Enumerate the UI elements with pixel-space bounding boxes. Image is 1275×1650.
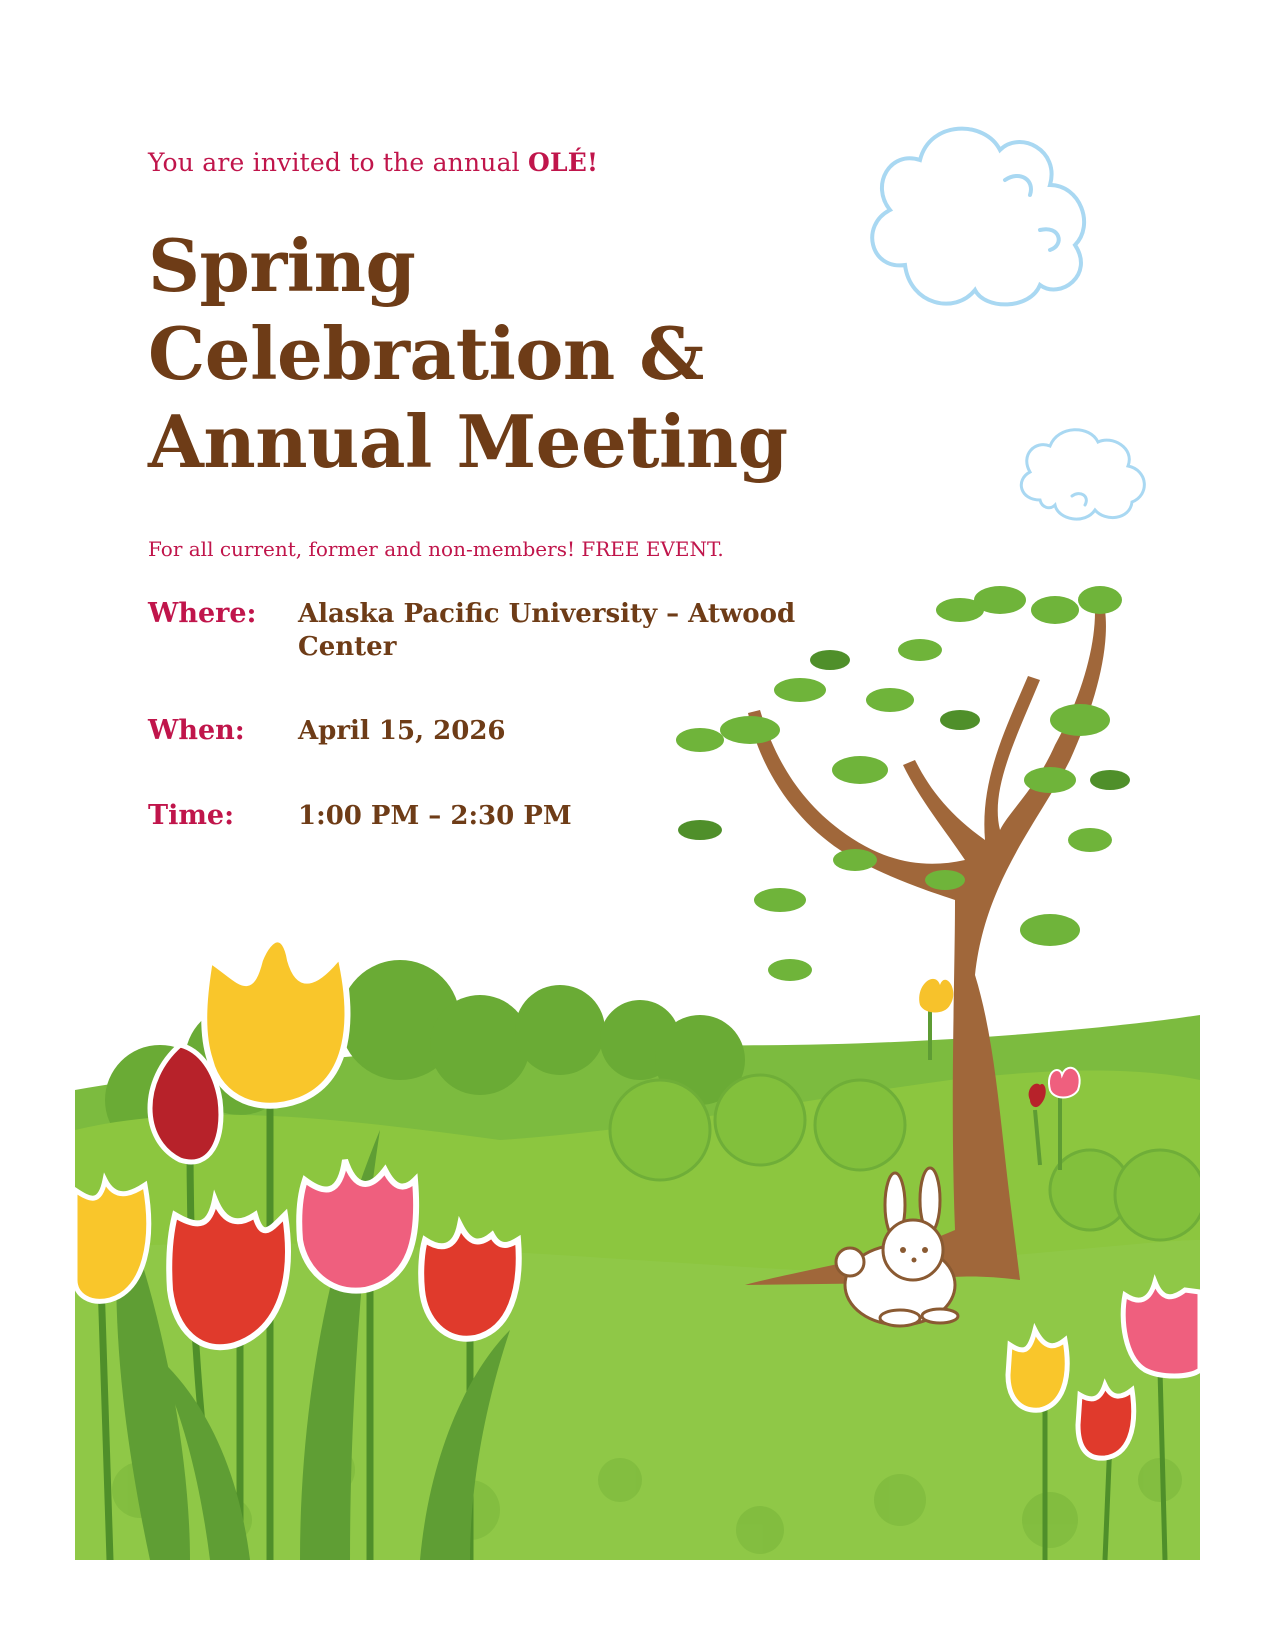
cloud-large-icon bbox=[872, 129, 1084, 305]
invitation-line bbox=[148, 148, 598, 177]
invitation-prefix: You are invited to the annual bbox=[148, 148, 520, 177]
title-line-1: Spring bbox=[148, 223, 416, 308]
red-tulip-right bbox=[1078, 1385, 1134, 1458]
margin-left bbox=[0, 900, 75, 1650]
time-label: Time: bbox=[148, 800, 235, 831]
time-value: 1:00 PM – 2:30 PM bbox=[298, 801, 572, 831]
where-value: Alaska Pacific University – Atwood Center bbox=[298, 599, 796, 662]
audience-subtitle: For all current, former and non-members! FREE EVENT. bbox=[148, 537, 724, 561]
title-line-3: Annual Meeting bbox=[148, 399, 788, 484]
margin-bottom bbox=[0, 1560, 1275, 1650]
when-value: April 15, 2026 bbox=[298, 716, 506, 746]
title-line-2: Celebration & bbox=[148, 311, 704, 396]
where-label: Where: bbox=[148, 598, 257, 629]
page-title bbox=[148, 222, 788, 486]
yellow-tulip-large bbox=[204, 939, 347, 1105]
when-label: When: bbox=[148, 715, 245, 746]
cloud-small-icon bbox=[1021, 430, 1144, 519]
organization-name: OLÉ! bbox=[528, 148, 599, 177]
margin-right bbox=[1200, 900, 1275, 1650]
